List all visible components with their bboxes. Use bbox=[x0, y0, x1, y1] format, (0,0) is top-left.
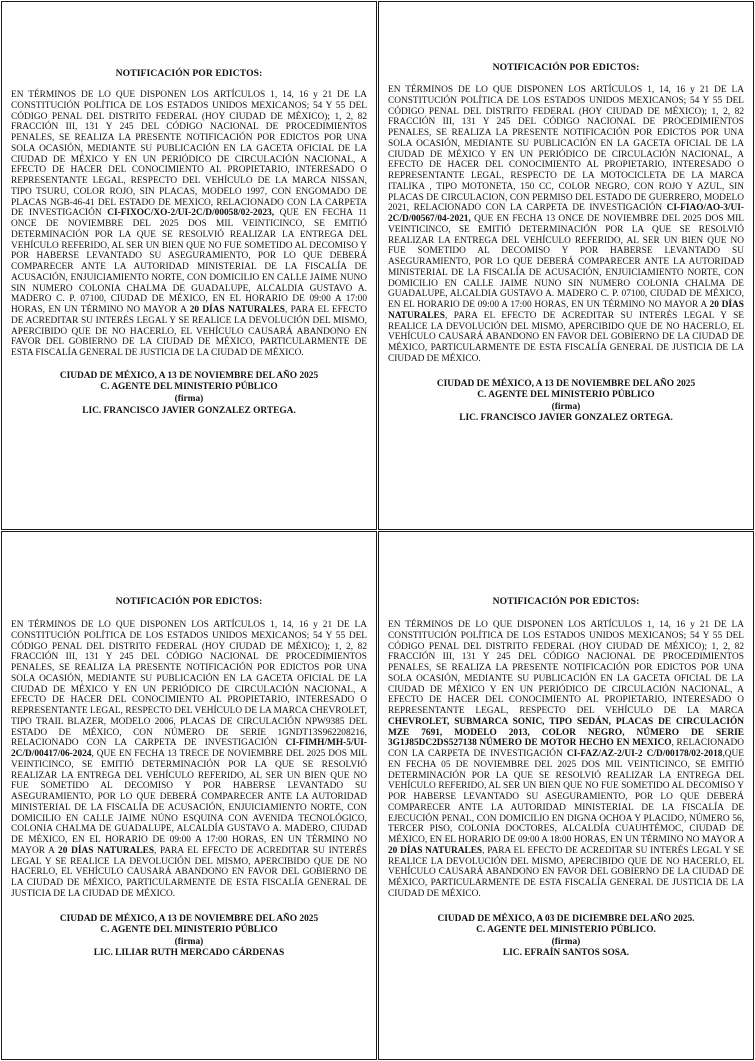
case-file-number: CI-FIXOC/XO-2/UI-2C/D/00058/02-2023, bbox=[107, 208, 275, 219]
signature-block bbox=[379, 914, 753, 960]
signatory-name: LIC. EFRAÍN SANTOS SOSA. bbox=[502, 948, 630, 959]
body-text: , RELACIONADO CON LA CARPETA DE INVESTIGACIÓN bbox=[388, 738, 744, 759]
signature-block bbox=[379, 379, 753, 425]
body-text: ,QUE EN FECHA 05 DE NOVIEMBRE DEL 2025 DOS MIL VEINTICINCO, SE EMITIÓ DETERMINACIÓN POR LA QUE SE RESOLVIÓ REALIZAR LA ENTREGA DEL VEHÍCULO REFERIDO, AL SER UN BIEN QUE NO FUE SOMETIDO AL DECOMISO Y POR HABERSE LEVANTADO SU ASEGURAMIENTO, POR LO QUE DEBERÁ COMPARECER ANTE LA AUTORIDAD MINISTERIAL DE LA FISCALÍA DE EJECUCIÓN PENAL, CON DOMICILIO EN DIGNA OCHOA Y PLACIDO, NÚMERO 56, TERCER PISO, COLONIA DOCTORES, ALCALDÍA CUAUHTÉMOC, CIUDAD DE MÉXICO, EN EL HORARIO DE 09:00 A 18:00 HORAS, EN UN TÉRMINO NO MAYOR A bbox=[388, 749, 744, 845]
signature-mark: (firma) bbox=[551, 401, 581, 412]
deadline-text: 20 DÍAS NATURALES bbox=[189, 305, 285, 315]
signature-place-date: CIUDAD DE MÉXICO, A 13 DE NOVIEMBRE DEL AÑO 2025 bbox=[59, 370, 319, 381]
notice-body bbox=[379, 620, 753, 900]
body-text: EN TÉRMINOS DE LO QUE DISPONEN LOS ARTÍCULOS 1, 14, 16 y 21 DE LA CONSTITUCIÓN POLÍTICA DE LOS ESTADOS UNIDOS MEXICANOS; 54 Y 55 DEL CÓDIGO PENAL DEL DISTRITO FEDERAL (HOY CIUDAD DE MÉXICO); 1, 2, 82 FRACCIÓN III, 131 Y 245 DEL CÓDIGO NACIONAL DE PROCEDIMIENTOS PENALES, SE REALIZA LA PRESENTE NOTIFICACIÓN POR EDICTOS POR UNA SOLA OCASIÓN, MEDIANTE SU PUBLICACIÓN EN LA GACETA OFICIAL DE LA CIUDAD DE MÉXICO Y EN UN PERIÓDICO DE CIRCULACIÓN NACIONAL, A EFECTO DE HACER DEL CONOCIMIENTO AL PROPIETARIO, INTERESADO O REPRESENTANTE LEGAL, RESPECTO DE LA MOTOCICLETA DE LA MARCA ITALIKA , TIPO MOTONETA, 150 CC, COLOR NEGRO, CON ROJO Y AZUL, SIN PLACAS DE CIRCULACION, CON PERMISO DEL ESTADO DE GUERRERO, MODELO 2021, RELACIONADO CON LA CARPETA DE INVESTIGACIÓN bbox=[388, 85, 744, 214]
signature-mark: (firma) bbox=[174, 936, 204, 947]
signatory-name: LIC. FRANCISCO JAVIER GONZALEZ ORTEGA. bbox=[459, 413, 673, 424]
case-file-number: CI-FAZ/AZ-2/UI-2 C/D/00178/02-2018 bbox=[566, 749, 723, 759]
notice-title: NOTIFICACIÓN POR EDICTOS: bbox=[115, 596, 263, 607]
notice-bottom-right bbox=[378, 531, 754, 1060]
deadline-text: 20 DÍAS NATURALES bbox=[388, 845, 483, 856]
notice-title: NOTIFICACIÓN POR EDICTOS: bbox=[492, 62, 640, 73]
signature-place-date: CIUDAD DE MÉXICO, A 13 DE NOVIEMBRE DEL AÑO 2025 bbox=[436, 378, 696, 389]
body-text: , PARA EL EFECTO DE ACREDITAR SU INTERÉS LEGAL Y SE REALICE LA DEVOLUCIÓN DEL MISMO, APERCIBIDO QUE DE NO HACERLO, EL VEHÍCULO CAUSARÁ ABANDONO EN FAVOR DEL GOBIERNO DE LA CIUDAD DE MÉXICO, PARTICULARMENTE DE ESTA FISCALÍA GENERAL DE JUSTICIA DE LA CIUDAD DE MÉXICO. bbox=[11, 845, 367, 899]
signatory-name: LIC. LILIAR RUTH MERCADO CÁRDENAS bbox=[93, 948, 285, 959]
notice-bottom-left bbox=[1, 531, 377, 1060]
signature-place-date: CIUDAD DE MÉXICO, A 13 DE NOVIEMBRE DEL AÑO 2025 bbox=[59, 913, 319, 924]
signature-place-date: CIUDAD DE MÉXICO, A 03 DE DICIEMBRE DEL AÑO 2025. bbox=[437, 913, 695, 924]
deadline-text: 20 DÍAS NATURALES bbox=[58, 845, 155, 856]
notice-title: NOTIFICACIÓN POR EDICTOS: bbox=[492, 596, 640, 607]
body-text: EN TÉRMINOS DE LO QUE DISPONEN LOS ARTÍCULOS 1, 14, 16 y 21 DE LA CONSTITUCIÓN POLÍTICA DE LOS ESTADOS UNIDOS MEXICANOS; 54 Y 55 DEL CÓDIGO PENAL DEL DISTRITO FEDERAL (HOY CIUDAD DE MÉXICO); 1, 2, 82 FRACCIÓN III, 131 Y 245 DEL CÓDIGO NACIONAL DE PROCEDIMIENTOS PENALES, SE REALIZA LA PRESENTE NOTIFICACIÓN POR EDICTOS POR UNA SOLA OCASIÓN, MEDIANTE SU PUBLICACIÓN EN LA GACETA OFICIAL DE LA CIUDAD DE MÉXICO Y EN UN PERIÓDICO DE CIRCULACIÓN NACIONAL, A EFECTO DE HACER DEL CONOCIMIENTO AL PROPIETARIO, INTERESADO O REPRESENTANTE LEGAL, RESPECTO DEL VEHÍCULO DE LA MARCA NISSAN, TIPO TSURU, COLOR ROJO, SIN PLACAS, MODELO 1997, CON ENGOMADO DE PLACAS NGB-46-41 DEL ESTADO DE MEXICO, RELACIONADO CON LA CARPETA DE INVESTIGACIÓN bbox=[11, 90, 367, 219]
notice-title: NOTIFICACIÓN POR EDICTOS: bbox=[115, 68, 263, 79]
body-text: , QUE EN FECHA 13 TRECE DE NOVIEMBRE DEL 2025 DOS MIL VEINTICINCO, SE EMITIÓ DETERMINACIÓN POR LA QUE SE RESOLVIÓ REALIZAR LA ENTREGA DEL VEHÍCULO REFERIDO, AL SER UN BIEN QUE NO FUE SOMETIDO AL DECOMISO Y POR HABERSE LEVANTADO SU ASEGURAMIENTO, POR LO QUE DEBERÁ COMPARECER ANTE LA AUTORIDAD MINISTERIAL DE LA FISCALÍA DE ACUSACIÓN, ENJUICIAMIENTO NORTE, CON DOMICILIO EN CALLE JAIME NÚNO ESQUINA CON AVENIDA TECNOLÓGICO, COLONIA CHALMA DE GUADALUPE, ALCALDÍA GUSTAVO A. MADERO, CIUDAD DE MÉXICO, EN EL HORARIO DE 09:00 A 17:00 HORAS, EN UN TÉRMINO NO MAYOR A bbox=[11, 749, 367, 856]
case-file-number: CI-FIAO/AO-3/UI-2C/D/00567/04-2021, bbox=[388, 203, 744, 224]
notice-body bbox=[2, 620, 376, 900]
deadline-text: 20 DÍAS NATURALES bbox=[388, 300, 744, 321]
body-text: QUE EN FECHA 11 ONCE DE NOVIEMBRE DEL 2025 DOS MIL VEINTICINCO, SE EMITIÓ DETERMINACIÓN POR LA QUE SE RESOLVIÓ REALIZAR LA ENTREGA DEL VEHÍCULO REFERIDO, AL SER UN BIEN QUE NO FUE SOMETIDO AL DECOMISO Y POR HABERSE LEVANTADO SU ASEGURAMIENTO, POR LO QUE DEBERÁ COMPARECER ANTE LA AUTORIDAD MINISTERIAL DE LA FISCALÍA DE ACUSACIÓN, ENJUICIAMIENTO NORTE, CON DOMICILIO EN CALLE JAIME NUNO SIN NUMERO COLONIA CHALMA DE GUADALUPE, ALCALDIA GUSTAVO A. MADERO C. P. 07100, CIUDAD DE MÉXICO, EN EL HORARIO DE 09:00 A 17:00 HORAS, EN UN TÉRMINO NO MAYOR A bbox=[11, 208, 368, 315]
notice-body bbox=[2, 90, 376, 359]
signature-role: C. AGENTE DEL MINISTERIO PÚBLICO bbox=[477, 390, 655, 401]
notice-top-left bbox=[1, 1, 377, 530]
notice-top-right bbox=[378, 1, 754, 530]
signature-mark: (firma) bbox=[551, 936, 581, 947]
body-text: , PARA EL EFECTO DE ACREDITAR SU INTERÉS LEGAL Y SE REALICE LA DEVOLUCIÓN DEL MISMO, APERCIBIDO QUE DE NO HACERLO, EL VEHÍCULO CAUSARÁ ABANDONO EN FAVOR DEL GOBIERNO DE LA CIUDAD DE MÉXICO, PARTICULARMENTE DE ESTA FISCALÍA GENERAL DE JUSTICIA DE LA CIUDAD DE MÉXICO. bbox=[388, 310, 744, 364]
signature-role: C. AGENTE DEL MINISTERIO PÚBLICO bbox=[100, 382, 278, 393]
body-text: EN TÉRMINOS DE LO QUE DISPONEN LOS ARTÍCULOS 1, 14, 16 y 21 DE LA CONSTITUCIÓN POLÍTICA DE LOS ESTADOS UNIDOS MEXICANOS; 54 Y 55 DEL CÓDIGO PENAL DEL DISTRITO FEDERAL (HOY CIUDAD DE MÉXICO); 1, 2, 82 FRACCIÓN III, 131 Y 245 DEL CÓDIGO NACIONAL DE PROCEDIMIENTOS PENALES, SE REALIZA LA PRESENTE NOTIFICACIÓN POR EDICTOS POR UNA SOLA OCASIÓN, MEDIANTE SU PUBLICACIÓN EN LA GACETA OFICIAL DE LA CIUDAD DE MÉXICO Y EN UN PERIÓDICO DE CIRCULACIÓN NACIONAL, A EFECTO DE HACER DEL CONOCIMIENTO AL PROPIETARIO, INTERESADO O REPRESENTANTE LEGAL, RESPECTO DEL VEHÍCULO DE LA MARCA CHEVROLET, TIPO TRAIL BLAZER, MODELO 2006, PLACAS DE CIRCULACIÓN NPW9385 DEL ESTADO DE MÉXICO, CON NÚMERO DE SERIE 1GNDT13S962208216, RELACIONADO CON LA CARPETA DE INVESTIGACIÓN bbox=[11, 620, 367, 749]
signature-role: C. AGENTE DEL MINISTERIO PÚBLICO bbox=[100, 925, 278, 936]
body-text: EN TÉRMINOS DE LO QUE DISPONEN LOS ARTÍCULOS 1, 14, 16 y 21 DE LA CONSTITUCIÓN POLÍTICA DE LOS ESTADOS UNIDOS MEXICANOS; 54 Y 55 DEL CÓDIGO PENAL DEL DISTRITO FEDERAL (HOY CIUDAD DE MÉXICO); 1, 2, 82 FRACCIÓN III, 131 Y 245 DEL CÓDIGO NACIONAL DE PROCEDIMIENTOS PENALES, SE REALIZA LA PRESENTE NOTIFICACIÓN POR EDICTOS POR UNA SOLA OCASIÓN, MEDIANTE SU PUBLICACIÓN EN LA GACETA OFICIAL DE LA CIUDAD DE MÉXICO Y EN UN PERIÓDICO DE CIRCULACIÓN NACIONAL, A EFECTO DE HACER DEL CONOCIMIENTO AL PROPIETARIO, INTERESADO O REPRESENTANTE LEGAL, RESPECTO DEL VEHÍCULO DE LA MARCA bbox=[388, 620, 744, 716]
signature-role: C. AGENTE DEL MINISTERIO PÚBLICO. bbox=[476, 925, 656, 936]
case-file-number: CI-FIMH/MH-5/UI-2C/D/00417/06-2024 bbox=[11, 738, 367, 759]
vehicle-description: CHEVROLET, SUBMARCA SONIC, TIPO SEDÁN, PLACAS DE CIRCULACIÓN MZE 7691, MODELO 2013, COLOR NEGRO, NÚMERO DE SERIE 3G1J85DC2DS527138 NÚMERO DE MOTOR HECHO EN MEXICO bbox=[388, 716, 744, 749]
signature-mark: (firma) bbox=[174, 393, 204, 404]
signature-block bbox=[2, 371, 376, 417]
body-text: QUE EN FECHA 13 ONCE DE NOVIEMBRE DEL 2025 DOS MIL VEINTICINCO, SE EMITIÓ DETERMINACIÓN POR LA QUE SE RESOLVIÓ REALIZAR LA ENTREGA DEL VEHÍCULO REFERIDO, AL SER UN BIEN QUE NO FUE SOMETIDO AL DECOMISO Y POR HABERSE LEVANTADO SU ASEGURAMIENTO, POR LO QUE DEBERÁ COMPARECER ANTE LA AUTORIDAD MINISTERIAL DE LA FISCALÍA DE ACUSACIÓN, ENJUICIAMIENTO NORTE, CON DOMICILIO EN CALLE JAIME NUNO SIN NUMERO COLONIA CHALMA DE GUADALUPE, ALCALDIA GUSTAVO A. MADERO C. P. 07100, CIUDAD DE MÉXICO, EN EL HORARIO DE 09:00 A 17:00 HORAS, EN UN TÉRMINO NO MAYOR A bbox=[388, 214, 744, 310]
signatory-name: LIC. FRANCISCO JAVIER GONZALEZ ORTEGA. bbox=[82, 405, 296, 416]
signature-block bbox=[2, 914, 376, 960]
notice-body bbox=[379, 85, 753, 365]
body-text: , PARA EL EFECTO DE ACREDITAR SU INTERÉS LEGAL Y SE REALICE LA DEVOLUCIÓN DEL MISMO, APERCIBIDO QUE DE NO HACERLO, EL VEHÍCULO CAUSARÁ ABANDONO EN FAVOR DEL GOBIERNO DE LA CIUDAD DE MÉXICO, PARTICULARMENTE DE ESTA FISCALÍA GENERAL DE JUSTICIA DE LA CIUDAD DE MÉXICO. bbox=[11, 305, 368, 358]
body-text: , PARA EL EFECTO DE ACREDITAR SU INTERÉS LEGAL Y SE REALICE LA DEVOLUCIÓN DEL MISMO, APERCIBIDO QUE DE NO HACERLO, EL VEHÍCULO CAUSARÁ ABANDONO EN FAVOR DEL GOBIERNO DE LA CIUDAD DE MÉXICO, PARTICULARMENTE DE ESTA FISCALÍA GENERAL DE JUSTICIA DE LA CIUDAD DE MÉXICO. bbox=[388, 845, 744, 899]
